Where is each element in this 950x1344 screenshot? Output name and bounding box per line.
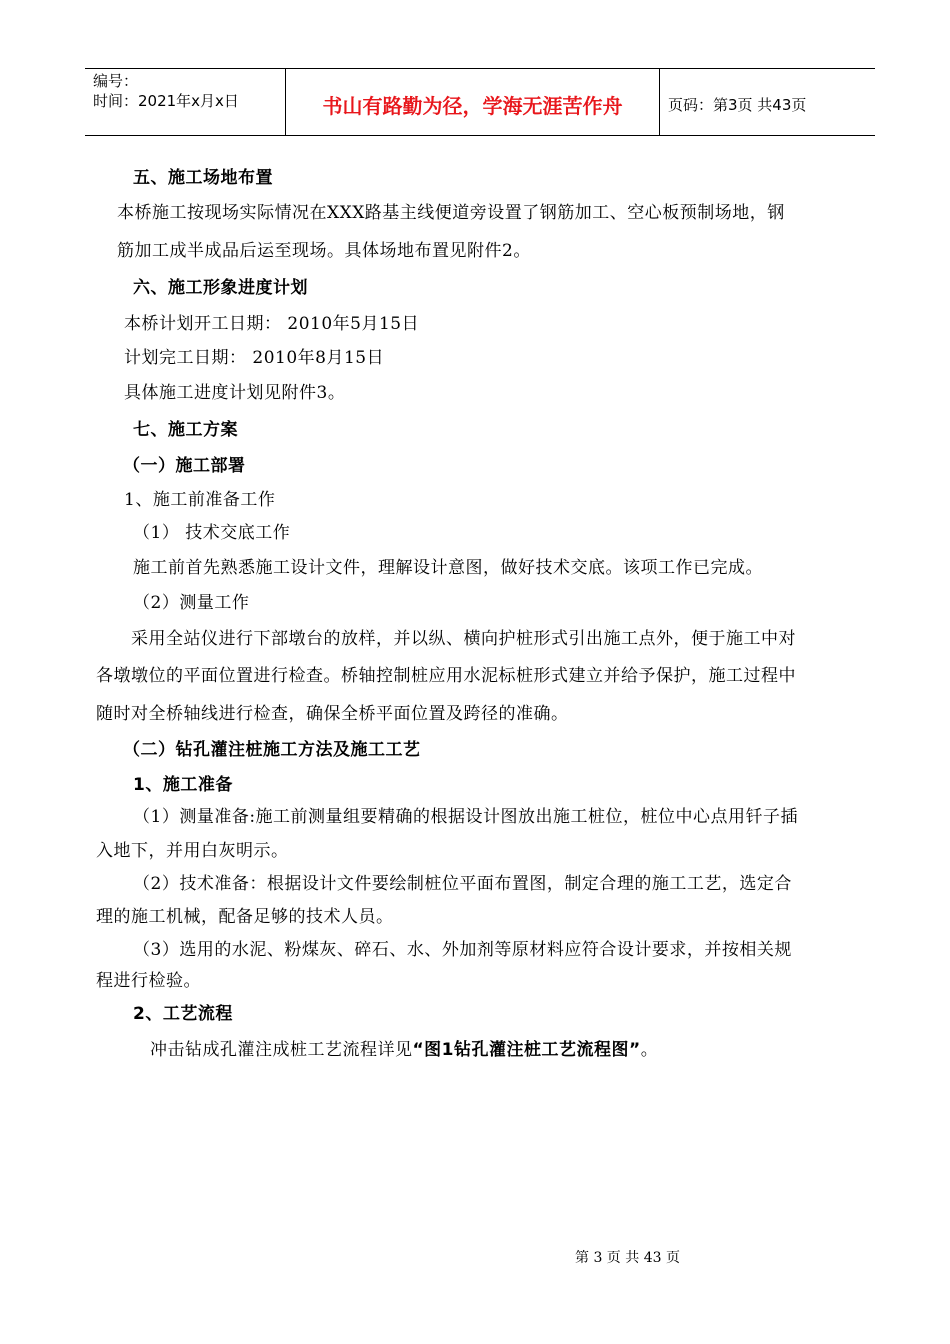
- paragraph-line: 理的施工机械，配备足够的技术人员。: [96, 907, 394, 927]
- flow-reference-line: [150, 1038, 658, 1062]
- item-heading: 2、工艺流程: [133, 1004, 233, 1024]
- subheading-bored-pile: （二）钻孔灌注桩施工方法及施工工艺: [123, 740, 421, 760]
- item-heading: 1、施工准备: [133, 775, 233, 795]
- schedule-ref-line: 具体施工进度计划见附件3。: [124, 383, 346, 403]
- paragraph-line: （2）技术准备：根据设计文件要绘制桩位平面布置图，制定合理的施工工艺，选定合: [133, 874, 792, 894]
- paragraph-line: 入地下，并用白灰明示。: [96, 841, 289, 861]
- header-info-cell: [85, 69, 286, 135]
- heading-schedule: 六、施工形象进度计划: [133, 278, 308, 298]
- flow-text-suffix: 。: [640, 1040, 659, 1060]
- subitem-line: （1） 技术交底工作: [133, 523, 291, 543]
- flow-text-prefix: 冲击钻成孔灌注成桩工艺流程详见: [150, 1040, 413, 1060]
- header-page-label: 页码：第3页 共43页: [668, 95, 807, 114]
- paragraph-line: （1）测量准备:施工前测量组要精确的根据设计图放出施工桩位，桩位中心点用钎子插: [133, 807, 799, 827]
- start-date-line: 本桥计划开工日期： 2010年5月15日: [124, 314, 420, 334]
- footer-page-number: 第 3 页 共 43 页: [575, 1250, 680, 1266]
- flow-figure-reference: “图1钻孔灌注桩工艺流程图”: [412, 1040, 641, 1060]
- paragraph-line: 筋加工成半成品后运至现场。具体场地布置见附件2。: [117, 241, 531, 261]
- paragraph-line: 各墩墩位的平面位置进行检查。桥轴控制桩应用水泥标桩形式建立并给予保护，施工过程中: [96, 666, 796, 686]
- end-date-line: 计划完工日期： 2010年8月15日: [124, 348, 385, 368]
- paragraph-line: 程进行检验。: [96, 971, 201, 991]
- paragraph-line: （3）选用的水泥、粉煤灰、碎石、水、外加剂等原材料应符合设计要求，并按相关规: [133, 940, 792, 960]
- heading-construction-plan: 七、施工方案: [133, 420, 238, 440]
- paragraph-line: 采用全站仪进行下部墩台的放样，并以纵、横向护桩形式引出施工点外，便于施工中对: [131, 629, 796, 649]
- paragraph-line: 本桥施工按现场实际情况在XXX路基主线便道旁设置了钢筋加工、空心板预制场地，钢: [117, 203, 785, 223]
- paragraph-line: 施工前首先熟悉施工设计文件，理解设计意图，做好技术交底。该项工作已完成。: [133, 558, 763, 578]
- time-label: 时间：2021年x月x日: [93, 92, 239, 110]
- item-line: 1、施工前准备工作: [124, 490, 276, 510]
- subitem-line: （2）测量工作: [133, 593, 250, 613]
- header-table: [85, 68, 875, 136]
- subheading-deployment: （一）施工部署: [123, 456, 246, 476]
- paragraph-line: 随时对全桥轴线进行检查，确保全桥平面位置及跨径的准确。: [96, 704, 569, 724]
- header-motto: 书山有路勤为径，学海无涯苦作舟: [286, 69, 660, 135]
- heading-site-layout: 五、施工场地布置: [133, 168, 273, 188]
- number-label: 编号：: [93, 72, 139, 90]
